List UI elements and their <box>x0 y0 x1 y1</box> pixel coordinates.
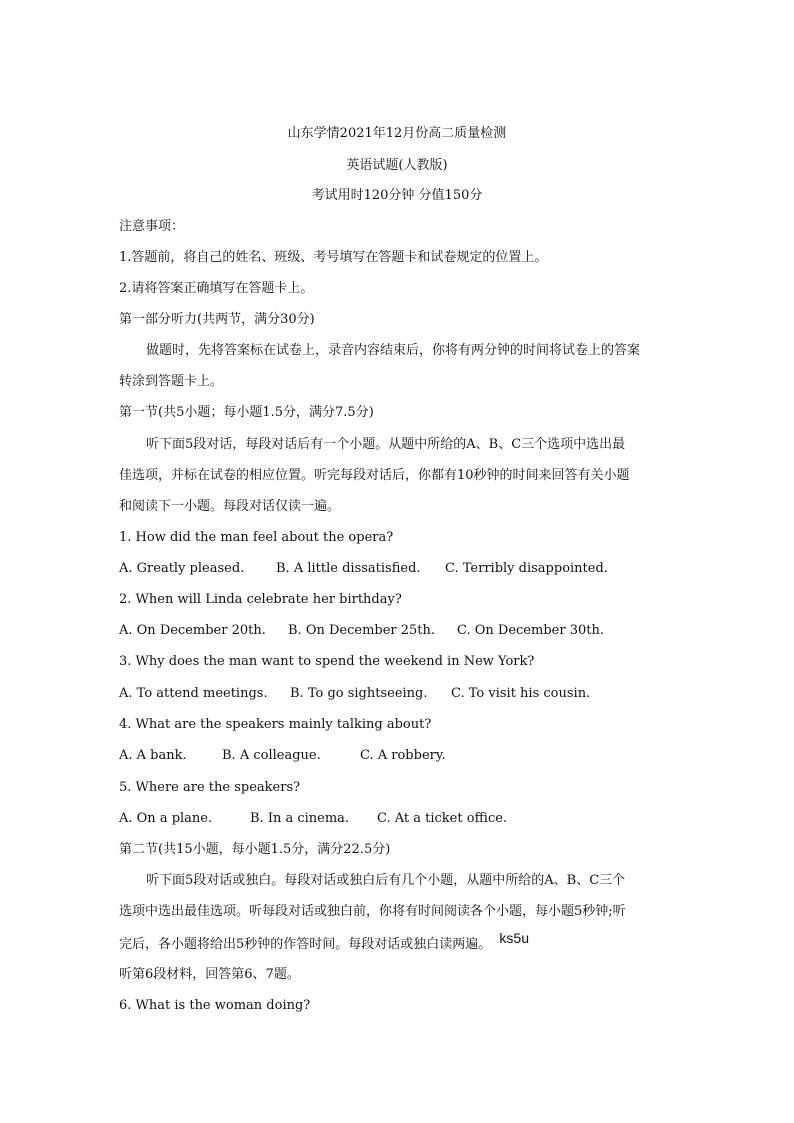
question-4: 4. What are the speakers mainly talking about? <box>119 717 432 732</box>
section2-instruction-cont: 选项中选出最佳选项。听每段对话或独白前，你将有时间阅读各个小题，每小题5秒钟;听 <box>119 904 626 919</box>
section2-heading: 第二节(共15小题，每小题1.5分，满分22.5分) <box>119 842 391 857</box>
question-2: 2. When will Linda celebrate her birthday? <box>119 592 402 607</box>
watermark-text: ks5u <box>499 930 529 946</box>
part1-heading: 第一部分听力(共两节，满分30分) <box>119 312 315 327</box>
section1-heading: 第一节(共5小题；每小题1.5分，满分7.5分) <box>119 405 374 420</box>
q3-option-a: A. To attend meetings. <box>119 686 268 701</box>
q4-option-c: C. A robbery. <box>360 748 446 763</box>
q2-option-a: A. On December 20th. <box>119 623 266 638</box>
question-1: 1. How did the man feel about the opera? <box>119 530 394 545</box>
q1-option-b: B. A little dissatisfied. <box>276 561 421 576</box>
section2-instruction: 听下面5段对话或独白。每段对话或独白后有几个小题，从题中所给的A、B、C三个 <box>146 873 626 888</box>
q5-option-a: A. On a plane. <box>119 811 213 826</box>
q3-option-c: C. To visit his cousin. <box>451 686 591 701</box>
section2-instruction-end <box>119 930 529 954</box>
q3-option-b: B. To go sightseeing. <box>290 686 428 701</box>
q2-option-b: B. On December 25th. <box>288 623 436 638</box>
q1-option-c: C. Terribly disappointed. <box>445 561 608 576</box>
notes-item-1: 1.答题前，将自己的姓名、班级、考号填写在答题卡和试卷规定的位置上。 <box>119 250 548 265</box>
section1-instruction-end: 和阅读下一小题。每段对话仅读一遍。 <box>119 499 341 514</box>
question-6: 6. What is the woman doing? <box>119 998 311 1013</box>
q5-option-b: B. In a cinema. <box>250 811 350 826</box>
q4-option-b: B. A colleague. <box>222 748 321 763</box>
question-5: 5. Where are the speakers? <box>119 780 301 795</box>
exam-subtitle: 英语试题(人教版) <box>346 158 448 173</box>
q1-option-a: A. Greatly pleased. <box>119 561 245 576</box>
q4-option-a: A. A bank. <box>119 748 187 763</box>
part1-instruction: 做题时，先将答案标在试卷上，录音内容结束后，你将有两分钟的时间将试卷上的答案 <box>146 343 641 358</box>
material-6-heading: 听第6段材料，回答第6、7题。 <box>119 967 300 982</box>
exam-info: 考试用时120分钟 分值150分 <box>311 188 483 203</box>
q5-option-c: C. At a ticket office. <box>377 811 508 826</box>
exam-title: 山东学情2021年12月份高二质量检测 <box>287 126 507 141</box>
part1-instruction-cont: 转涂到答题卡上。 <box>119 374 224 389</box>
notes-heading: 注意事项： <box>119 219 185 234</box>
notes-item-2: 2.请将答案正确填写在答题卡上。 <box>119 281 314 296</box>
q2-option-c: C. On December 30th. <box>457 623 604 638</box>
section1-instruction: 听下面5段对话，每段对话后有一个小题。从题中所给的A、B、C三个选项中选出最 <box>146 437 626 452</box>
question-3: 3. Why does the man want to spend the weekend in New York? <box>119 654 535 669</box>
section2-instruction-end-text: 完后，各小题将给出5秒钟的作答时间。每段对话或独白读两遍。 <box>119 937 492 952</box>
section1-instruction-cont: 佳选项，并标在试卷的相应位置。听完每段对话后，你都有10秒钟的时间来回答有关小题 <box>119 468 630 483</box>
